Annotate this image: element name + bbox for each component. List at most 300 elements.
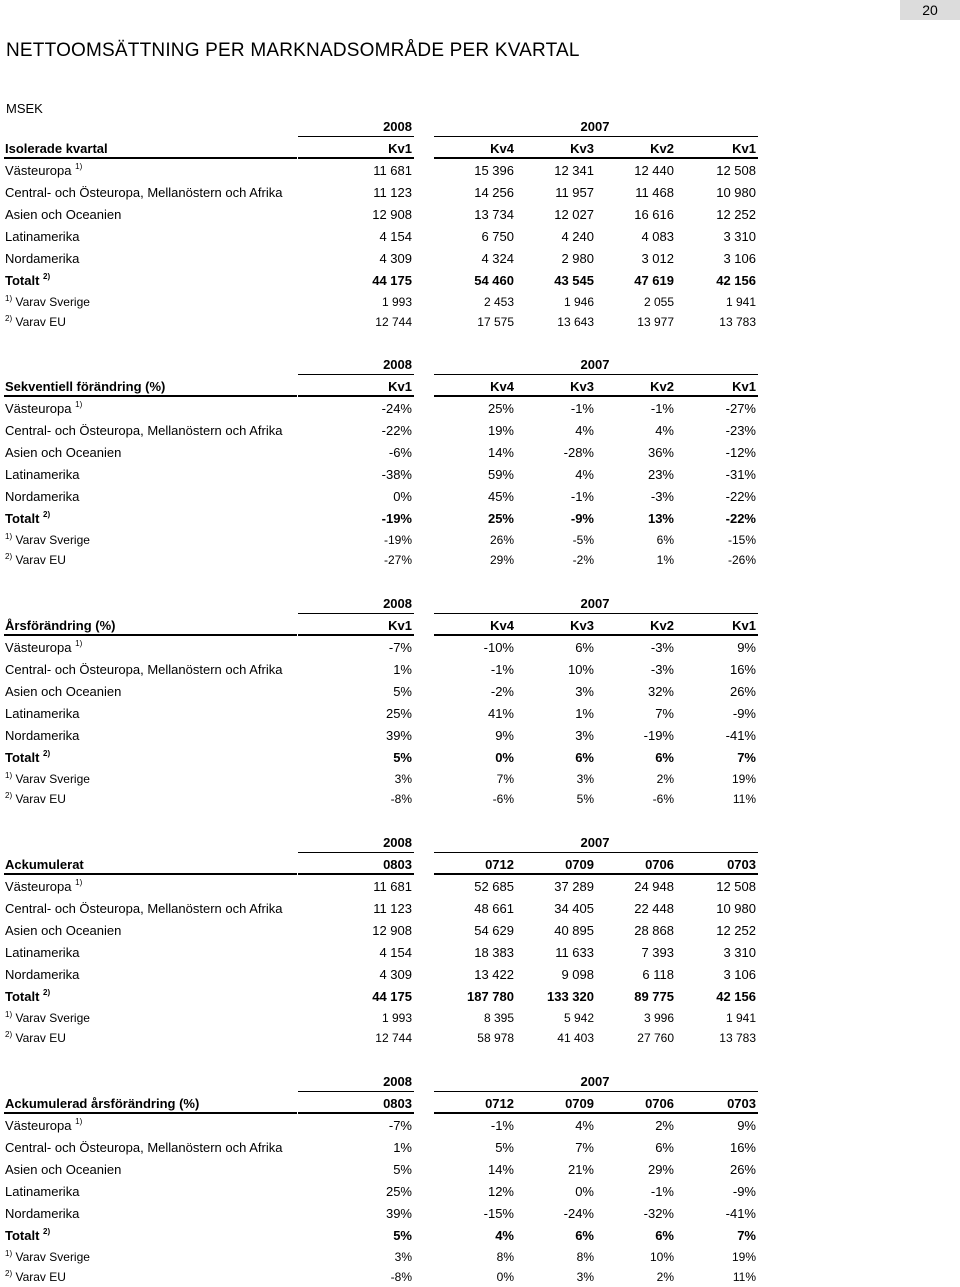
value-cell: 12 027 bbox=[554, 207, 594, 222]
footnote-value-cell: -6% bbox=[492, 792, 514, 806]
column-header-row bbox=[4, 615, 760, 637]
footnote-row bbox=[4, 550, 760, 570]
total-value-cell: 133 320 bbox=[547, 989, 594, 1004]
footnote-value-cell: 6% bbox=[656, 533, 674, 547]
total-value-cell: 0% bbox=[495, 750, 514, 765]
column-header: 0803 bbox=[383, 1096, 412, 1111]
total-label-cell bbox=[5, 270, 50, 292]
footnote-value-cell: 1 993 bbox=[381, 295, 412, 309]
total-value-cell: -9% bbox=[570, 511, 594, 526]
row-label-cell bbox=[5, 1203, 79, 1225]
value-cell: 4% bbox=[655, 423, 674, 438]
value-cell: 18 383 bbox=[474, 945, 514, 960]
column-header: 0703 bbox=[727, 857, 756, 872]
row-label: Totalt bbox=[5, 511, 40, 526]
row-label: Västeuropa bbox=[5, 1118, 72, 1133]
row-label-cell bbox=[5, 182, 282, 204]
row-label: Varav Sverige bbox=[15, 533, 90, 547]
year-underline bbox=[434, 613, 758, 614]
value-cell: 13 422 bbox=[474, 967, 514, 982]
footnote-value-cell: 1 941 bbox=[725, 295, 756, 309]
total-label-cell bbox=[5, 508, 50, 530]
value-cell: 41% bbox=[487, 706, 514, 721]
row-label: Totalt bbox=[5, 273, 40, 288]
column-header: Kv2 bbox=[650, 379, 674, 394]
footnote-value-cell: 13 783 bbox=[719, 1031, 756, 1045]
value-cell: 22 448 bbox=[634, 901, 674, 916]
value-cell: 5% bbox=[393, 1162, 412, 1177]
value-cell: 14% bbox=[487, 445, 514, 460]
footnote-marker: 1) bbox=[75, 639, 83, 648]
value-cell: 16 616 bbox=[634, 207, 674, 222]
value-cell: 19% bbox=[487, 423, 514, 438]
footnote-marker: 2) bbox=[43, 1227, 51, 1236]
table-section bbox=[4, 1071, 760, 1287]
row-label: Central- och Östeuropa, Mellanöstern och Afrika bbox=[5, 1140, 283, 1155]
row-label: Totalt bbox=[5, 750, 40, 765]
total-value-cell: 6% bbox=[575, 750, 594, 765]
total-value-cell: 47 619 bbox=[634, 273, 674, 288]
footnote-marker: 2) bbox=[43, 510, 51, 519]
row-label-cell bbox=[5, 1137, 282, 1159]
table-row bbox=[4, 942, 760, 964]
year-underline bbox=[298, 374, 414, 375]
footnote-marker: 2) bbox=[5, 791, 13, 800]
row-label-cell bbox=[5, 659, 282, 681]
table-row bbox=[4, 659, 760, 681]
value-cell: 9% bbox=[737, 1118, 756, 1133]
row-label: Latinamerika bbox=[5, 1184, 80, 1199]
value-cell: 4 309 bbox=[379, 967, 412, 982]
value-cell: 9% bbox=[737, 640, 756, 655]
page-number: 20 bbox=[900, 0, 960, 20]
value-cell: 9% bbox=[495, 728, 514, 743]
row-label: Nordamerika bbox=[5, 1206, 80, 1221]
table-row bbox=[4, 398, 760, 420]
value-cell: 7% bbox=[575, 1140, 594, 1155]
value-cell: 5% bbox=[393, 684, 412, 699]
value-cell: -9% bbox=[732, 1184, 756, 1199]
value-cell: 11 957 bbox=[555, 185, 594, 200]
table-row bbox=[4, 703, 760, 725]
value-cell: 34 405 bbox=[554, 901, 594, 916]
row-label-cell bbox=[5, 637, 82, 659]
row-label: Varav EU bbox=[15, 315, 66, 329]
footnote-row bbox=[4, 769, 760, 789]
footnote-row bbox=[4, 312, 760, 332]
footnote-row bbox=[4, 530, 760, 550]
header-underline bbox=[434, 1112, 758, 1114]
row-label-cell bbox=[5, 725, 79, 747]
value-cell: 29% bbox=[647, 1162, 674, 1177]
value-cell: -1% bbox=[570, 489, 594, 504]
year-header-row bbox=[4, 832, 760, 854]
footnote-marker: 2) bbox=[43, 749, 51, 758]
year-2007: 2007 bbox=[580, 835, 610, 850]
footnote-value-cell: 10% bbox=[649, 1250, 674, 1264]
footnote-value-cell: 17 575 bbox=[477, 315, 514, 329]
value-cell: 14% bbox=[487, 1162, 514, 1177]
column-header: 0712 bbox=[485, 857, 514, 872]
footnote-value-cell: 3 996 bbox=[643, 1011, 674, 1025]
value-cell: 4 240 bbox=[561, 229, 594, 244]
year-underline bbox=[434, 1091, 758, 1092]
column-header: Kv2 bbox=[650, 141, 674, 156]
value-cell: -10% bbox=[483, 640, 514, 655]
value-cell: 12 508 bbox=[716, 879, 756, 894]
section-heading: Årsförändring (%) bbox=[5, 618, 116, 633]
footnote-value-cell: 8 395 bbox=[483, 1011, 514, 1025]
column-header-row bbox=[4, 376, 760, 398]
row-label-cell bbox=[5, 420, 282, 442]
value-cell: 9 098 bbox=[561, 967, 594, 982]
footnote-marker: 2) bbox=[5, 1030, 13, 1039]
value-cell: -41% bbox=[725, 728, 756, 743]
header-underline bbox=[298, 157, 414, 159]
year-2007: 2007 bbox=[580, 1074, 610, 1089]
value-cell: 26% bbox=[729, 1162, 756, 1177]
footnote-marker: 1) bbox=[75, 400, 83, 409]
row-label-cell bbox=[5, 398, 82, 420]
column-header: Kv3 bbox=[570, 618, 594, 633]
value-cell: 40 895 bbox=[554, 923, 594, 938]
row-label-cell bbox=[5, 248, 79, 270]
total-row bbox=[4, 747, 760, 769]
footnote-row bbox=[4, 1008, 760, 1028]
footnote-value-cell: 2 453 bbox=[483, 295, 514, 309]
row-label: Central- och Östeuropa, Mellanöstern och Afrika bbox=[5, 185, 283, 200]
column-header: Kv1 bbox=[732, 618, 756, 633]
footnote-marker: 2) bbox=[5, 552, 13, 561]
value-cell: 12 440 bbox=[634, 163, 674, 178]
year-underline bbox=[434, 852, 758, 853]
section-heading: Isolerade kvartal bbox=[5, 141, 108, 156]
value-cell: 25% bbox=[385, 1184, 412, 1199]
value-cell: 24 948 bbox=[634, 879, 674, 894]
year-2008: 2008 bbox=[383, 596, 412, 611]
value-cell: -27% bbox=[725, 401, 756, 416]
value-cell: 1% bbox=[393, 1140, 412, 1155]
value-cell: -1% bbox=[570, 401, 594, 416]
row-label: Varav Sverige bbox=[15, 772, 90, 786]
footnote-value-cell: -8% bbox=[390, 1270, 412, 1284]
row-label: Central- och Östeuropa, Mellanöstern och Afrika bbox=[5, 423, 283, 438]
header-underline bbox=[4, 157, 297, 159]
total-value-cell: -19% bbox=[381, 511, 412, 526]
table-row bbox=[4, 248, 760, 270]
row-label: Varav EU bbox=[15, 553, 66, 567]
header-underline bbox=[298, 634, 414, 636]
row-label-cell bbox=[5, 160, 82, 182]
year-2007: 2007 bbox=[580, 119, 610, 134]
footnote-value-cell: 26% bbox=[489, 533, 514, 547]
row-label: Latinamerika bbox=[5, 229, 80, 244]
footnote-label-cell bbox=[5, 789, 66, 809]
table-row bbox=[4, 442, 760, 464]
column-header: Kv3 bbox=[570, 141, 594, 156]
value-cell: 6% bbox=[655, 1140, 674, 1155]
footnote-value-cell: 0% bbox=[496, 1270, 514, 1284]
row-label: Nordamerika bbox=[5, 251, 80, 266]
table-section bbox=[4, 593, 760, 809]
total-label-cell bbox=[5, 1225, 50, 1247]
header-underline bbox=[434, 634, 758, 636]
total-value-cell: 44 175 bbox=[372, 273, 412, 288]
value-cell: 28 868 bbox=[634, 923, 674, 938]
total-value-cell: 54 460 bbox=[474, 273, 514, 288]
total-value-cell: 89 775 bbox=[634, 989, 674, 1004]
footnote-label-cell bbox=[5, 1267, 66, 1287]
footnote-value-cell: 29% bbox=[489, 553, 514, 567]
row-label-cell bbox=[5, 464, 79, 486]
column-header: Kv4 bbox=[490, 379, 514, 394]
header-underline bbox=[434, 873, 758, 875]
row-label: Varav EU bbox=[15, 1270, 66, 1284]
row-label-cell bbox=[5, 920, 121, 942]
value-cell: 12 252 bbox=[716, 923, 756, 938]
page-title: NETTOOMSÄTTNING PER MARKNADSOMRÅDE PER KVARTAL bbox=[6, 40, 580, 61]
value-cell: 4 154 bbox=[379, 945, 412, 960]
footnote-marker: 2) bbox=[43, 272, 51, 281]
value-cell: -3% bbox=[650, 640, 674, 655]
footnote-value-cell: 3% bbox=[394, 772, 412, 786]
footnote-value-cell: 8% bbox=[576, 1250, 594, 1264]
footnote-value-cell: 3% bbox=[576, 772, 594, 786]
value-cell: -38% bbox=[381, 467, 412, 482]
footnote-value-cell: -15% bbox=[727, 533, 756, 547]
row-label-cell bbox=[5, 442, 121, 464]
year-2007: 2007 bbox=[580, 357, 610, 372]
footnote-row bbox=[4, 1247, 760, 1267]
footnote-value-cell: 1 941 bbox=[725, 1011, 756, 1025]
value-cell: 0% bbox=[393, 489, 412, 504]
value-cell: -1% bbox=[650, 1184, 674, 1199]
footnote-value-cell: -2% bbox=[572, 553, 594, 567]
value-cell: -19% bbox=[643, 728, 674, 743]
table-section bbox=[4, 832, 760, 1048]
row-label: Västeuropa bbox=[5, 879, 72, 894]
header-underline bbox=[434, 157, 758, 159]
header-underline bbox=[4, 395, 297, 397]
table-row bbox=[4, 964, 760, 986]
value-cell: -31% bbox=[725, 467, 756, 482]
year-underline bbox=[298, 613, 414, 614]
column-header: Kv3 bbox=[570, 379, 594, 394]
table-row bbox=[4, 725, 760, 747]
row-label: Central- och Östeuropa, Mellanöstern och Afrika bbox=[5, 662, 283, 677]
value-cell: 2% bbox=[655, 1118, 674, 1133]
row-label-cell bbox=[5, 486, 79, 508]
footnote-marker: 1) bbox=[75, 1117, 83, 1126]
value-cell: -28% bbox=[563, 445, 594, 460]
year-underline bbox=[298, 136, 414, 137]
table-row bbox=[4, 681, 760, 703]
footnote-value-cell: 13 783 bbox=[719, 315, 756, 329]
value-cell: 6 118 bbox=[642, 967, 674, 982]
value-cell: -2% bbox=[490, 684, 514, 699]
footnote-label-cell bbox=[5, 1008, 90, 1028]
value-cell: -15% bbox=[483, 1206, 514, 1221]
footnote-marker: 1) bbox=[75, 162, 83, 171]
value-cell: 4% bbox=[575, 1118, 594, 1133]
footnote-marker: 2) bbox=[5, 314, 13, 323]
footnote-value-cell: 2% bbox=[656, 772, 674, 786]
footnote-marker: 1) bbox=[5, 294, 13, 303]
footnote-value-cell: 41 403 bbox=[557, 1031, 594, 1045]
value-cell: 59% bbox=[487, 467, 514, 482]
value-cell: 25% bbox=[385, 706, 412, 721]
value-cell: 11 123 bbox=[373, 901, 412, 916]
footnote-value-cell: 19% bbox=[731, 1250, 756, 1264]
column-header: 0706 bbox=[645, 857, 674, 872]
total-value-cell: 7% bbox=[737, 1228, 756, 1243]
row-label: Varav Sverige bbox=[15, 295, 90, 309]
row-label: Asien och Oceanien bbox=[5, 207, 122, 222]
header-underline bbox=[298, 1112, 414, 1114]
footnote-marker: 1) bbox=[5, 1249, 13, 1258]
section-heading: Ackumulerat bbox=[5, 857, 84, 872]
year-underline bbox=[434, 136, 758, 137]
total-row bbox=[4, 986, 760, 1008]
value-cell: 10% bbox=[567, 662, 594, 677]
value-cell: 7% bbox=[655, 706, 674, 721]
row-label: Varav Sverige bbox=[15, 1250, 90, 1264]
year-header-row bbox=[4, 354, 760, 376]
value-cell: 0% bbox=[575, 1184, 594, 1199]
footnote-marker: 2) bbox=[5, 1269, 13, 1278]
column-header: 0709 bbox=[565, 1096, 594, 1111]
value-cell: 12 508 bbox=[716, 163, 756, 178]
footnote-value-cell: 27 760 bbox=[637, 1031, 674, 1045]
footnote-label-cell bbox=[5, 1247, 90, 1267]
column-header: Kv4 bbox=[490, 618, 514, 633]
column-header-row bbox=[4, 138, 760, 160]
value-cell: 14 256 bbox=[474, 185, 514, 200]
value-cell: 6 750 bbox=[481, 229, 514, 244]
row-label: Latinamerika bbox=[5, 945, 80, 960]
footnote-value-cell: 2 055 bbox=[643, 295, 674, 309]
footnote-label-cell bbox=[5, 292, 90, 312]
value-cell: 12 252 bbox=[716, 207, 756, 222]
value-cell: 3 106 bbox=[723, 251, 756, 266]
table-row bbox=[4, 876, 760, 898]
value-cell: 11 633 bbox=[555, 945, 594, 960]
value-cell: -9% bbox=[732, 706, 756, 721]
value-cell: 54 629 bbox=[474, 923, 514, 938]
total-value-cell: 4% bbox=[495, 1228, 514, 1243]
footnote-label-cell bbox=[5, 769, 90, 789]
column-header: Kv4 bbox=[490, 141, 514, 156]
column-header: 0709 bbox=[565, 857, 594, 872]
footnote-value-cell: -6% bbox=[652, 792, 674, 806]
footnote-label-cell bbox=[5, 1028, 66, 1048]
footnote-row bbox=[4, 1267, 760, 1287]
value-cell: 3 012 bbox=[641, 251, 674, 266]
footnote-value-cell: -8% bbox=[390, 792, 412, 806]
year-header-row bbox=[4, 116, 760, 138]
table-row bbox=[4, 1159, 760, 1181]
table-row bbox=[4, 920, 760, 942]
table-row bbox=[4, 1203, 760, 1225]
value-cell: -24% bbox=[381, 401, 412, 416]
header-underline bbox=[434, 395, 758, 397]
footnote-value-cell: -5% bbox=[572, 533, 594, 547]
row-label-cell bbox=[5, 703, 79, 725]
column-header: 0712 bbox=[485, 1096, 514, 1111]
column-header-row bbox=[4, 1093, 760, 1115]
total-value-cell: 44 175 bbox=[372, 989, 412, 1004]
year-underline bbox=[298, 852, 414, 853]
value-cell: 3 310 bbox=[723, 229, 756, 244]
table-row bbox=[4, 898, 760, 920]
column-header: 0706 bbox=[645, 1096, 674, 1111]
value-cell: 10 980 bbox=[716, 901, 756, 916]
value-cell: 2 980 bbox=[561, 251, 594, 266]
table-row bbox=[4, 160, 760, 182]
total-label-cell bbox=[5, 986, 50, 1008]
row-label-cell bbox=[5, 226, 79, 248]
value-cell: 37 289 bbox=[554, 879, 594, 894]
row-label-cell bbox=[5, 942, 79, 964]
value-cell: -12% bbox=[725, 445, 756, 460]
row-label: Latinamerika bbox=[5, 467, 80, 482]
row-label: Totalt bbox=[5, 989, 40, 1004]
footnote-marker: 1) bbox=[5, 771, 13, 780]
year-underline bbox=[434, 374, 758, 375]
footnote-value-cell: 13 977 bbox=[637, 315, 674, 329]
value-cell: 12 341 bbox=[554, 163, 594, 178]
total-value-cell: 25% bbox=[487, 511, 514, 526]
value-cell: -3% bbox=[650, 662, 674, 677]
year-header-row bbox=[4, 1071, 760, 1093]
total-value-cell: 7% bbox=[737, 750, 756, 765]
value-cell: 39% bbox=[385, 1206, 412, 1221]
value-cell: 52 685 bbox=[474, 879, 514, 894]
total-value-cell: 6% bbox=[655, 1228, 674, 1243]
value-cell: -24% bbox=[563, 1206, 594, 1221]
footnote-value-cell: 3% bbox=[394, 1250, 412, 1264]
footnote-marker: 1) bbox=[5, 1010, 13, 1019]
row-label: Nordamerika bbox=[5, 489, 80, 504]
row-label: Västeuropa bbox=[5, 640, 72, 655]
year-2008: 2008 bbox=[383, 357, 412, 372]
value-cell: 26% bbox=[729, 684, 756, 699]
value-cell: 4 324 bbox=[481, 251, 514, 266]
value-cell: -6% bbox=[388, 445, 412, 460]
footnote-value-cell: 12 744 bbox=[375, 315, 412, 329]
footnote-marker: 1) bbox=[75, 878, 83, 887]
column-header: Kv1 bbox=[732, 379, 756, 394]
row-label: Varav EU bbox=[15, 1031, 66, 1045]
row-label-cell bbox=[5, 876, 82, 898]
table-row bbox=[4, 486, 760, 508]
column-header: Kv1 bbox=[732, 141, 756, 156]
value-cell: 16% bbox=[729, 662, 756, 677]
value-cell: -22% bbox=[725, 489, 756, 504]
row-label-cell bbox=[5, 964, 79, 986]
row-label: Asien och Oceanien bbox=[5, 923, 122, 938]
value-cell: 12 908 bbox=[372, 207, 412, 222]
table-section bbox=[4, 354, 760, 570]
value-cell: 3% bbox=[575, 684, 594, 699]
section-heading: Ackumulerad årsförändring (%) bbox=[5, 1096, 200, 1111]
row-label-cell bbox=[5, 1159, 121, 1181]
table-row bbox=[4, 420, 760, 442]
total-row bbox=[4, 270, 760, 292]
footnote-value-cell: 5 942 bbox=[563, 1011, 594, 1025]
value-cell: 4 309 bbox=[379, 251, 412, 266]
footnote-row bbox=[4, 292, 760, 312]
